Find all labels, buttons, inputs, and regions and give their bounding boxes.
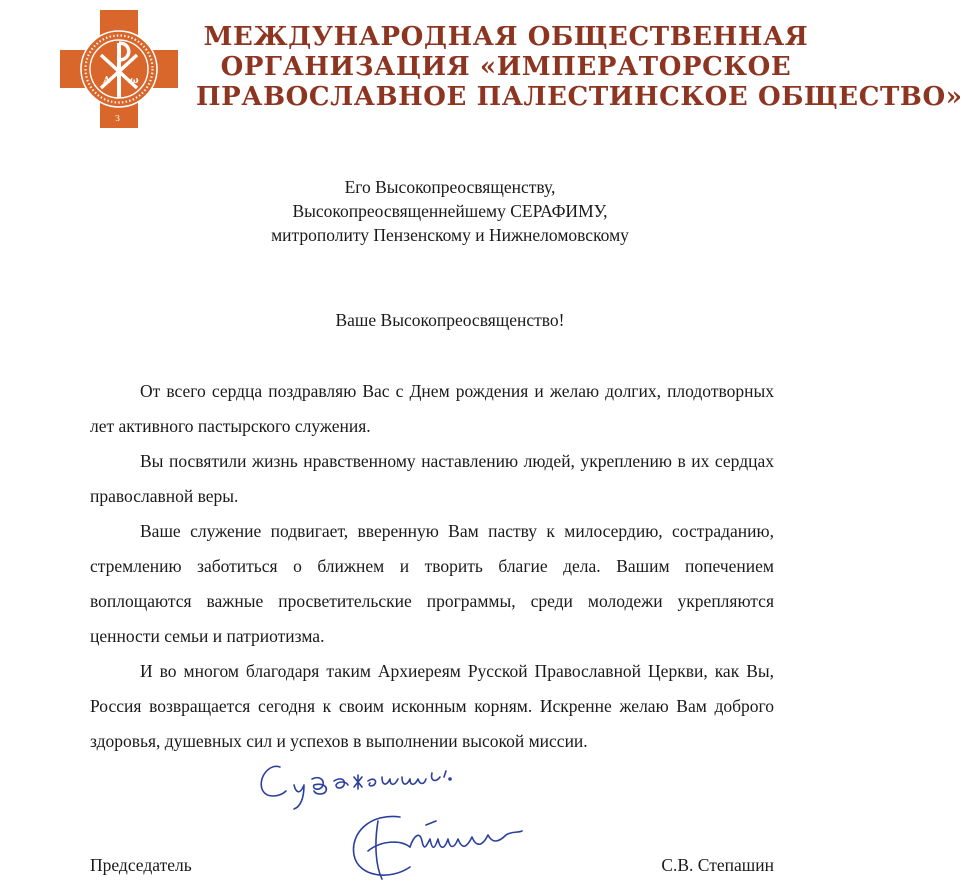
- org-title-line-2: ОРГАНИЗАЦИЯ «ИМПЕРАТОРСКОЕ: [220, 52, 792, 82]
- emblem-alpha: А: [103, 76, 111, 86]
- addressee-line-1: Его Высокопреосвященству,: [344, 177, 556, 197]
- org-title-line-3: ПРАВОСЛАВНОЕ ПАЛЕСТИНСКОЕ ОБЩЕСТВО»: [196, 82, 963, 112]
- addressee-block: [200, 175, 700, 247]
- body-paragraph-2: Вы посвятили жизнь нравственному наставлению людей, укреплению в их сердцах православной веры.: [90, 451, 774, 506]
- body-paragraph-1: От всего сердца поздравляю Вас с Днем рождения и желаю долгих, плодотворных лет активного пастырского служения.: [90, 381, 774, 436]
- body-paragraph-4: И во многом благодаря таким Архиереям Русской Православной Церкви, как Вы, Россия возвращается сегодня к своим исконным корням. Искренне желаю Вам доброго здоровья, душевных сил и успехов в выполнении высокой миссии.: [90, 661, 774, 751]
- handwritten-signature: [250, 755, 550, 891]
- salutation: Ваше Высокопреосвященство!: [335, 310, 565, 330]
- society-emblem-icon: [60, 10, 178, 128]
- addressee-line-2: Высокопреосвященнейшему СЕРАФИМУ,: [292, 201, 608, 221]
- body-paragraph-3: Ваше служение подвигает, вверенную Вам паству к милосердию, состраданию, стремлению заботиться о ближнем и творить благие дела. Вашим попечением воплощаются важные просветительские программы, среди молодежи укрепляются ценности семьи и патриотизма.: [90, 521, 774, 646]
- emblem-omega: ω: [130, 76, 139, 86]
- org-title-line-1: МЕЖДУНАРОДНАЯ ОБЩЕСТВЕННАЯ: [203, 22, 809, 52]
- organization-title: [196, 22, 963, 112]
- signatory-name: С.В. Степашин: [661, 855, 774, 875]
- signatory-position: Председатель: [90, 855, 192, 875]
- addressee-line-3: митрополиту Пензенскому и Нижнеломовскому: [271, 225, 629, 245]
- letter-body: [90, 374, 774, 759]
- emblem-bottom-letter: З: [115, 114, 120, 123]
